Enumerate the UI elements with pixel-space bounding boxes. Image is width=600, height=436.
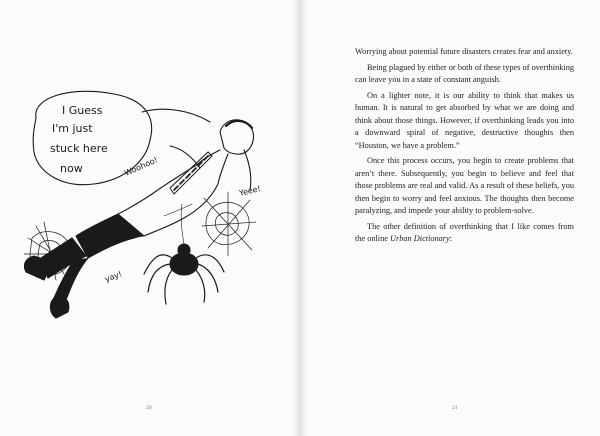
speech-bubble-line: I'm just xyxy=(52,122,93,135)
spider-web-right xyxy=(202,192,256,256)
page-number-right: 21 xyxy=(452,405,458,411)
body-text xyxy=(355,46,574,249)
paragraph: Being plagued by either or both of these types of overthinking can leave you in a state of constant anguish. xyxy=(355,62,574,85)
exclamation-yeee: Yeee! xyxy=(238,183,262,198)
paragraph: On a lighter note, it is our ability to think that makes us human. It is natural to get absorbed by what we are doing and think about those things. However, if overthinking leads you into a downward spiral of negative, destructive thoughts then “Houston, we have a problem.” xyxy=(355,91,574,150)
exclamation-yay: yay! xyxy=(103,269,124,284)
paragraph-last xyxy=(355,221,574,246)
paragraph-punct: : xyxy=(449,234,453,244)
speech-bubble-line: stuck here xyxy=(50,142,108,155)
speech-bubble-line: now xyxy=(60,162,83,175)
speech-bubble-line: I Guess xyxy=(62,104,103,117)
urban-dictionary-title: Urban Dictionary xyxy=(390,234,450,244)
exclamation-woohoo: Woohoo! xyxy=(123,155,160,178)
spider-icon xyxy=(144,204,224,304)
paragraph: Once this process occurs, you begin to create problems that aren’t there. Subsequently, you begin to believe and feel that those problems are real and valid. As a result of these beliefs, you then begin to worry and feel anxious. The thoughts then become paralyzing, and impede your ability to problem-solve. xyxy=(355,156,574,216)
paragraph: Worrying about potential future disasters creates fear and anxiety. xyxy=(355,47,573,56)
trousers xyxy=(76,214,144,258)
ink-illustration xyxy=(14,88,276,324)
paragraph-text: The other definition of overthinking that I like comes from the online xyxy=(355,221,574,244)
page-number-left: 20 xyxy=(146,405,152,411)
